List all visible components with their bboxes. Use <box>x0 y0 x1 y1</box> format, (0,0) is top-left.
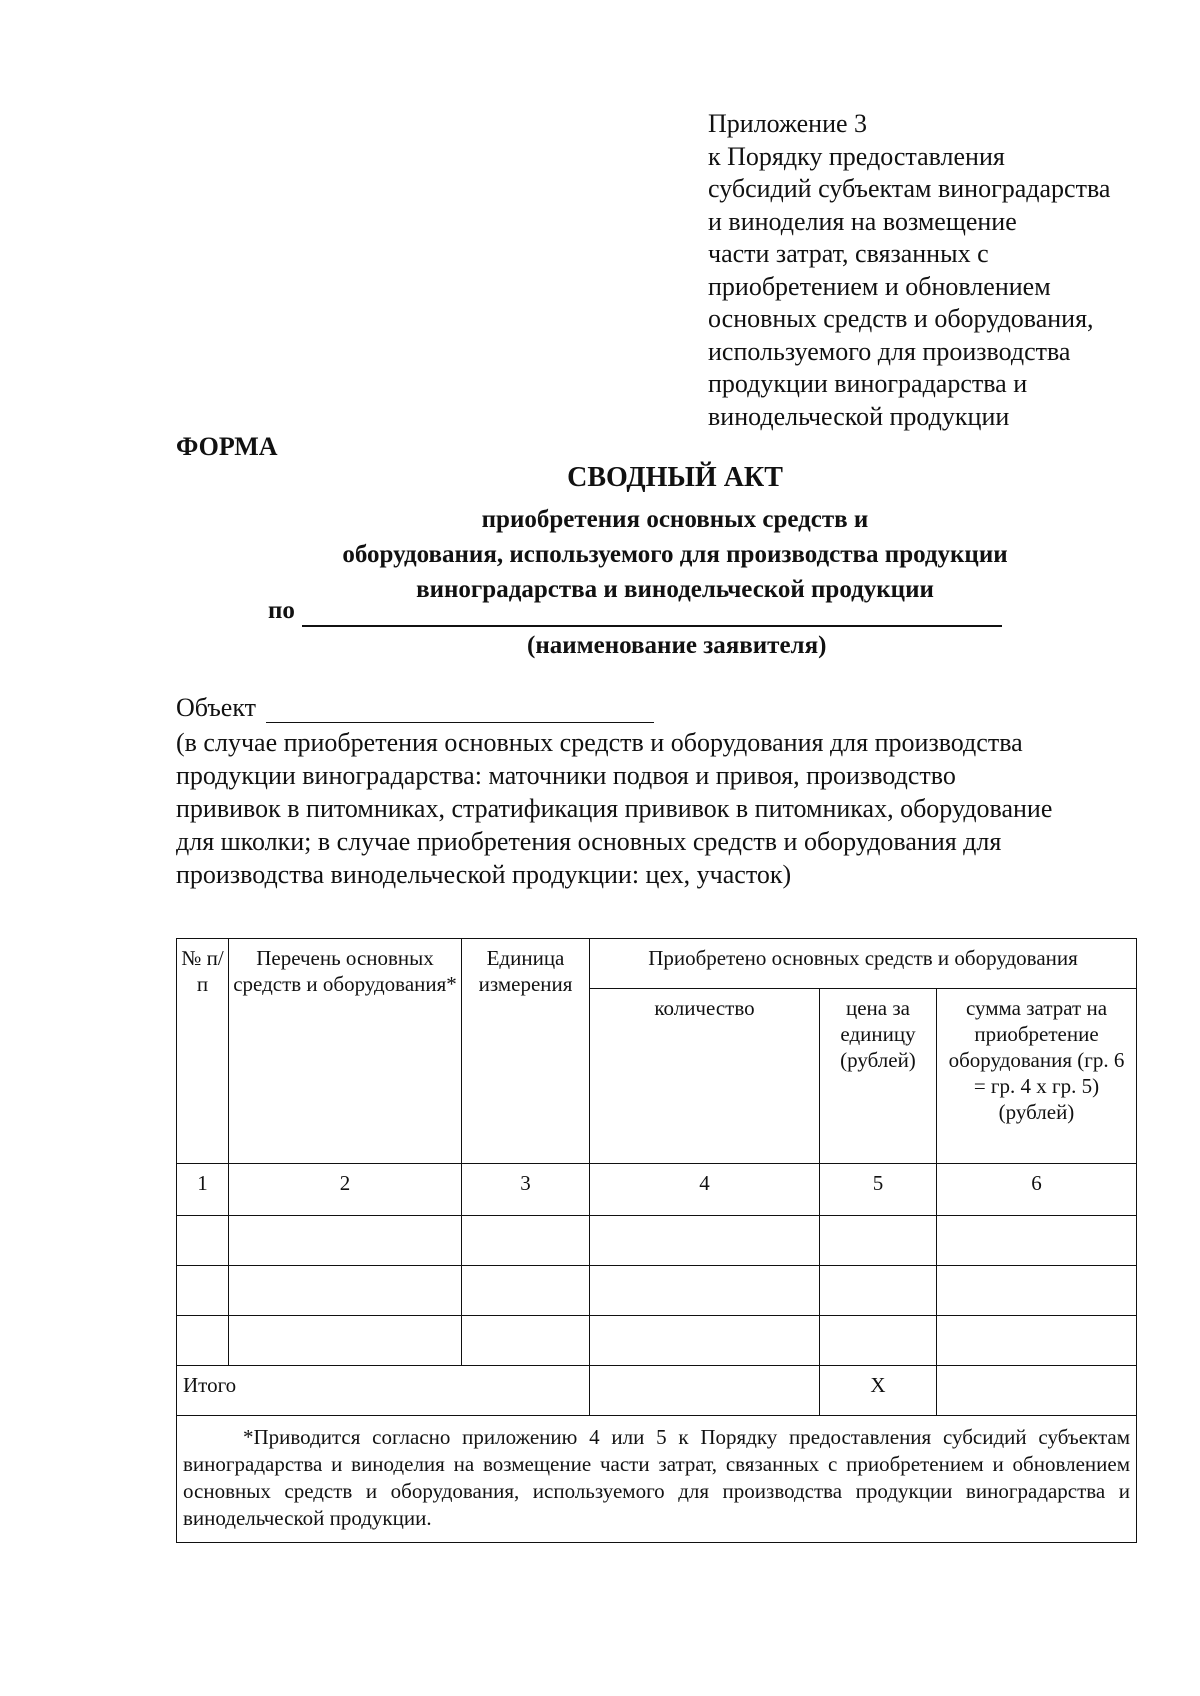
header-price: цена за единицу (рублей) <box>820 989 937 1164</box>
column-number: 6 <box>937 1164 1137 1216</box>
document-subtitle <box>150 502 1200 607</box>
appendix-line: субсидий субъектам виноградарства <box>708 174 1111 203</box>
footnote-text: *Приводится согласно приложению 4 или 5 к Порядку предоставления субсидий субъектам виноградарства и виноделия на возмещение части затрат, связанных с приобретением и обновлением основных средств и оборудования, используемого для производства продукции виноградарства и винодельческой продукции. <box>183 1425 1130 1530</box>
form-label: ФОРМА <box>176 432 278 461</box>
table-cell[interactable] <box>229 1266 462 1316</box>
table-cell[interactable] <box>462 1216 590 1266</box>
appendix-line: и виноделия на возмещение <box>708 206 1017 236</box>
table-cell[interactable] <box>590 1216 820 1266</box>
document-title: СВОДНЫЙ АКТ <box>567 462 783 493</box>
footnote <box>177 1416 1137 1543</box>
object-label: Объект <box>176 693 256 722</box>
table-cell[interactable] <box>820 1266 937 1316</box>
po-label: по <box>268 597 295 624</box>
appendix-line: приобретением и обновлением <box>708 271 1051 301</box>
table-cell[interactable] <box>177 1316 229 1366</box>
object-note-line: для школки; в случае приобретения основных средств и оборудования для <box>176 827 1002 856</box>
subtitle-line: приобретения основных средств и <box>481 506 869 533</box>
column-number: 2 <box>229 1164 462 1216</box>
table-cell[interactable] <box>937 1316 1137 1366</box>
table-cell[interactable] <box>937 1266 1137 1316</box>
acquisition-table <box>176 938 1137 1543</box>
table-header-row <box>177 939 1137 989</box>
appendix-line: Приложение 3 <box>708 109 868 138</box>
appendix-line: продукции виноградарства и <box>708 369 1028 398</box>
object-note <box>176 726 1146 891</box>
total-row <box>177 1366 1137 1416</box>
table-cell[interactable] <box>462 1316 590 1366</box>
header-sum: сумма затрат на приобретение оборудования (гр. 6 = гр. 4 х гр. 5) (рублей) <box>937 989 1137 1164</box>
total-quantity-cell[interactable] <box>590 1366 820 1416</box>
column-number-row <box>177 1164 1137 1216</box>
header-number: № п/п <box>177 939 229 1164</box>
appendix-line: части затрат, связанных с <box>708 239 989 268</box>
subtitle-line: виноградарства и винодельческой продукции <box>416 576 934 603</box>
table-cell[interactable] <box>229 1316 462 1366</box>
column-number: 5 <box>820 1164 937 1216</box>
object-note-line: производства винодельческой продукции: цех, участок) <box>176 860 792 889</box>
total-price-mark: Х <box>820 1366 937 1416</box>
subtitle-line: оборудования, используемого для производства продукции <box>342 541 1008 568</box>
table-cell[interactable] <box>229 1216 462 1266</box>
header-quantity: количество <box>590 989 820 1164</box>
table-cell[interactable] <box>820 1216 937 1266</box>
table-row <box>177 1216 1137 1266</box>
table-cell[interactable] <box>177 1216 229 1266</box>
header-unit: Единица измерения <box>462 939 590 1164</box>
table-cell[interactable] <box>937 1216 1137 1266</box>
table-row <box>177 1316 1137 1366</box>
column-number: 1 <box>177 1164 229 1216</box>
applicant-caption: (наименование заявителя) <box>527 632 827 659</box>
column-number: 4 <box>590 1164 820 1216</box>
table-cell[interactable] <box>820 1316 937 1366</box>
object-note-line: (в случае приобретения основных средств и оборудования для производства <box>176 728 1023 757</box>
object-note-line: продукции виноградарства: маточники подвоя и привоя, производство <box>176 761 956 790</box>
table-row <box>177 1266 1137 1316</box>
appendix-line: к Порядку предоставления <box>708 141 1005 171</box>
applicant-name-field[interactable] <box>302 625 1002 627</box>
footnote-row <box>177 1416 1137 1543</box>
header-list: Перечень основных средств и оборудования* <box>229 939 462 1164</box>
appendix-line: основных средств и оборудования, <box>708 304 1094 333</box>
appendix-line: винодельческой продукции <box>708 401 1010 431</box>
object-field[interactable] <box>266 722 654 723</box>
header-acquired-group: Приобретено основных средств и оборудования <box>590 939 1137 989</box>
column-number: 3 <box>462 1164 590 1216</box>
table-cell[interactable] <box>590 1316 820 1366</box>
appendix-line: используемого для производства <box>708 336 1071 366</box>
table-cell[interactable] <box>462 1266 590 1316</box>
table-cell[interactable] <box>177 1266 229 1316</box>
appendix-header <box>708 108 1110 433</box>
total-sum-cell[interactable] <box>937 1366 1137 1416</box>
table-cell[interactable] <box>590 1266 820 1316</box>
object-note-line: прививок в питомниках, стратификация прививок в питомниках, оборудование <box>176 794 1053 823</box>
total-label: Итого <box>177 1366 590 1416</box>
